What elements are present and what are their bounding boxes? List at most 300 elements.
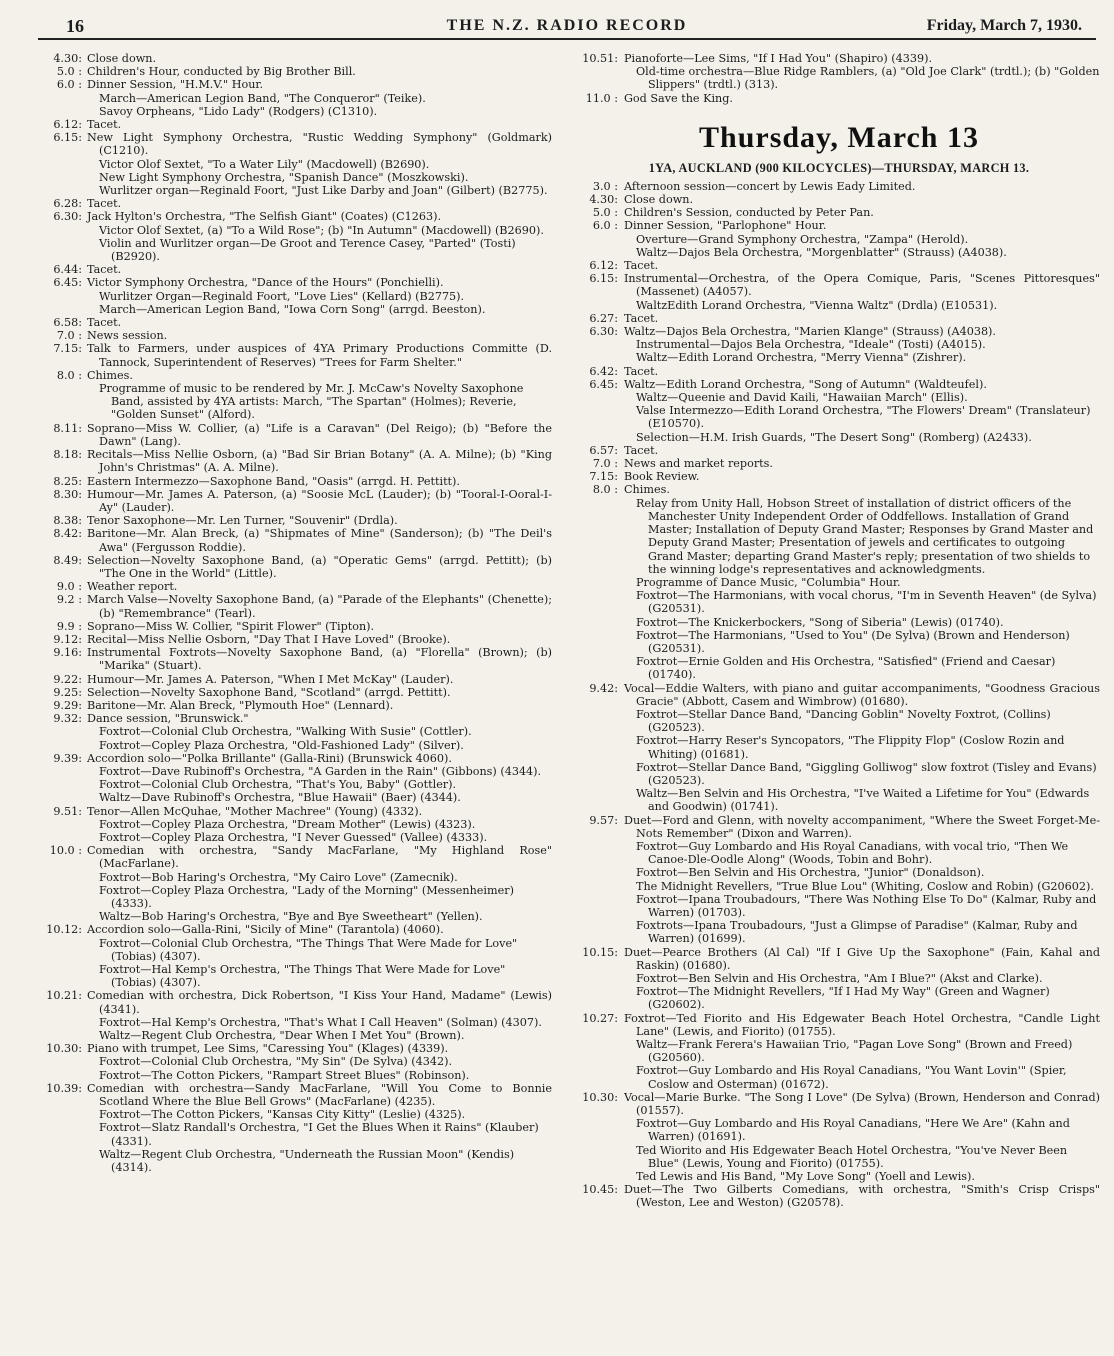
entry-item: Foxtrot—Guy Lombardo and His Royal Canadians, "You Want Lovin'" (Spier, Coslow and Osterman) (01672).: [636, 1064, 1067, 1091]
entry-item: Wurlitzer Organ—Reginald Foort, "Love Lies" (Kellard) (B2775).: [99, 289, 465, 303]
entry-main: [87, 422, 552, 448]
entry-item: Waltz—Regent Club Orchestra, "Dear When I Met You" (Brown).: [99, 1029, 465, 1043]
entry-time: 6.12:: [53, 118, 82, 132]
entry-main: [624, 483, 1100, 496]
entry-item: Foxtrots—Ipana Troubadours, "Just a Glimpse of Paradise" (Kalmar, Ruby and Warren) (01699).: [636, 919, 1078, 946]
entry-items: [624, 840, 1100, 946]
entry-line: Recitals—Miss Nellie Osborn, (a) "Bad Sir Brian Botany" (A. A. Milne); (b) "King John's Christmas" (A. A. Milne).: [87, 448, 552, 475]
entry-main: [624, 682, 1100, 708]
entry-item: Foxtrot—The Knickerbockers, "Song of Siberia" (Lewis) (01740).: [636, 615, 1004, 629]
entry-items: [624, 1117, 1100, 1183]
header-rule: [38, 38, 1096, 40]
entry-time: 6.42:: [589, 364, 618, 378]
entry-main: [87, 673, 552, 686]
entry-item: Waltz—Edith Lorand Orchestra, "Merry Vienna" (Zishrer).: [636, 351, 967, 365]
entry-item: Foxtrot—Ernie Golden and His Orchestra, "Satisfied" (Friend and Caesar) (01740).: [636, 655, 1056, 682]
entry-time: 6.57:: [589, 443, 618, 457]
entry-line: Victor Symphony Orchestra, "Dance of the Hours" (Ponchielli).: [87, 276, 444, 290]
programme-entry: [36, 752, 552, 805]
entry-time: 5.0 :: [592, 206, 618, 220]
left-column: [36, 52, 552, 1174]
entry-item: Waltz—Bob Haring's Orchestra, "Bye and Bye Sweetheart" (Yellen).: [99, 910, 483, 924]
entry-line: Weather report.: [87, 580, 178, 594]
programme-entry: [36, 78, 552, 118]
entry-items: [624, 972, 1100, 1012]
entry-line: News and market reports.: [624, 457, 773, 471]
entry-main: [87, 989, 552, 1015]
programme-entry: [36, 844, 552, 923]
page-number: 16: [66, 16, 84, 36]
entry-item: Programme of music to be rendered by Mr. J. McCaw's Novelty Saxophone Band, assisted by 4YA artists: March, "The Spartan" (Holmes); Reverie, "Golden Sunset" (Alford).: [99, 382, 524, 422]
programme-entry: [36, 805, 552, 845]
thursday-programme: [578, 180, 1100, 1210]
entry-time: 8.0 :: [56, 368, 82, 382]
entry-line: Afternoon session—concert by Lewis Eady Limited.: [624, 179, 916, 193]
entry-main: [87, 118, 552, 131]
entry-item: Foxtrot—Guy Lombardo and His Royal Canadians, "Here We Are" (Kahn and Warren) (01691).: [636, 1117, 1070, 1144]
entry-line: Comedian with orchestra—Sandy MacFarlane, "Will You Come to Bonnie Scotland Where the Blue Bell Grows" (MacFarlane) (4235).: [87, 1081, 552, 1109]
entry-main: [87, 1082, 552, 1108]
programme-entry: [578, 483, 1100, 681]
entry-item: Overture—Grand Symphony Orchestra, "Zampa" (Herold).: [636, 232, 969, 246]
entry-item: Foxtrot—Slatz Randall's Orchestra, "I Get the Blues When it Rains" (Klauber) (4331).: [99, 1121, 539, 1148]
entry-main: [624, 814, 1100, 840]
entry-main: [87, 197, 552, 210]
programme-entry: [36, 514, 552, 527]
entry-time: 6.30:: [589, 325, 618, 339]
entry-line: Comedian with orchestra, Dick Robertson, "I Kiss Your Hand, Madame" (Lewis) (4341).: [87, 989, 552, 1016]
entry-item: Waltz—Ben Selvin and His Orchestra, "I've Waited a Lifetime for You" (Edwards and Goodwin) (01741).: [636, 787, 1090, 814]
entry-item: Foxtrot—Copley Plaza Orchestra, "Dream Mother" (Lewis) (4323).: [99, 817, 476, 831]
entry-line: Vocal—Eddie Walters, with piano and guitar accompaniments, "Goodness Gracious Gracie" (Abbott, Casem and Wimbrow) (01680).: [624, 681, 1100, 708]
entry-line: Jack Hylton's Orchestra, "The Selfish Giant" (Coates) (C1263).: [87, 210, 442, 224]
entry-main: [624, 457, 1100, 470]
entry-items: [87, 224, 552, 264]
entry-time: 10.30:: [46, 1042, 82, 1056]
right-column: [578, 52, 1100, 1210]
programme-entry: [578, 193, 1100, 206]
entry-item: WaltzEdith Lorand Orchestra, "Vienna Waltz" (Drdla) (E10531).: [636, 298, 998, 312]
entry-main: [87, 844, 552, 870]
entry-line: Talk to Farmers, under auspices of 4YA Primary Productions Committe (D. Tannock, Superintendent of Reserves) "Trees for Farm Shelter.": [87, 342, 552, 369]
entry-time: 6.0 :: [592, 219, 618, 233]
entry-line: Chimes.: [624, 483, 670, 497]
entry-main: [87, 633, 552, 646]
programme-entry: [578, 1091, 1100, 1183]
entry-item: Foxtrot—Ipana Troubadours, "There Was Nothing Else To Do" (Kalmar, Ruby and Warren) (01703).: [636, 892, 1097, 919]
entry-time: 9.32:: [53, 712, 82, 726]
right-column-continuation: [578, 52, 1100, 105]
entry-line: Children's Session, conducted by Peter Pan.: [624, 206, 874, 220]
entry-time: 10.0 :: [49, 844, 82, 858]
entry-time: 10.12:: [46, 923, 82, 937]
entry-main: [87, 329, 552, 342]
entry-item: Victor Olof Sextet, "To a Water Lily" (Macdowell) (B2690).: [99, 157, 430, 171]
entry-item: Foxtrot—Hal Kemp's Orchestra, "The Things That Were Made for Love" (Tobias) (4307).: [99, 963, 506, 990]
entry-line: Children's Hour, conducted by Big Brother Bill.: [87, 65, 356, 79]
programme-entry: [578, 219, 1100, 259]
entry-items: [624, 65, 1100, 91]
programme-entry: [578, 444, 1100, 457]
programme-entry: [36, 633, 552, 646]
entry-main: [87, 52, 552, 65]
entry-line: Foxtrot—Ted Fiorito and His Edgewater Beach Hotel Orchestra, "Candle Light Lane" (Lewis, and Fiorito) (01755).: [624, 1011, 1100, 1038]
programme-entry: [578, 92, 1100, 105]
entry-item: Victor Olof Sextet, (a) "To a Wild Rose"; (b) "In Autumn" (Macdowell) (B2690).: [99, 223, 544, 237]
entry-items: [624, 299, 1100, 312]
entry-time: 9.2 :: [56, 593, 82, 607]
entry-main: [87, 448, 552, 474]
entry-main: [87, 554, 552, 580]
entry-time: 9.25:: [53, 685, 82, 699]
entry-line: News session.: [87, 329, 168, 343]
programme-entry: [578, 814, 1100, 946]
entry-line: Dinner Session, "Parlophone" Hour.: [624, 219, 827, 233]
entry-time: 6.15:: [589, 272, 618, 286]
programme-entry: [36, 197, 552, 210]
entry-line: Dance session, "Brunswick.": [87, 712, 249, 726]
entry-main: [87, 342, 552, 368]
entry-time: 9.0 :: [56, 580, 82, 594]
entry-item: Foxtrot—The Cotton Pickers, "Kansas City Kitty" (Leslie) (4325).: [99, 1108, 466, 1122]
entry-line: Tenor Saxophone—Mr. Len Turner, "Souvenir" (Drdla).: [87, 514, 398, 528]
entry-line: Waltz—Dajos Bela Orchestra, "Marien Klange" (Strauss) (A4038).: [624, 325, 996, 339]
station-heading: 1YA, AUCKLAND (900 KILOCYCLES)—THURSDAY, MARCH 13.: [648, 160, 1030, 175]
entry-main: [624, 206, 1100, 219]
programme-entry: [36, 369, 552, 422]
entry-line: Duet—The Two Gilberts Comedians, with orchestra, "Smith's Crisp Crisps" (Weston, Lee and Weston) (G20578).: [624, 1183, 1100, 1210]
entry-main: [624, 219, 1100, 232]
entry-line: Tacet.: [87, 316, 122, 330]
entry-time: 6.0 :: [56, 78, 82, 92]
entry-main: [87, 263, 552, 276]
entry-main: [624, 325, 1100, 338]
issue-date: Friday, March 7, 1930.: [926, 17, 1082, 34]
entry-time: 10.27:: [582, 1011, 618, 1025]
entry-main: [87, 488, 552, 514]
programme-entry: [36, 488, 552, 514]
entry-main: [87, 593, 552, 619]
entry-time: 6.58:: [53, 316, 82, 330]
entry-time: 9.39:: [53, 751, 82, 765]
programme-entry: [578, 206, 1100, 219]
entry-item: Foxtrot—Guy Lombardo and His Royal Canadians, with vocal trio, "Then We Canoe-Dle-Oodle Along" (Woods, Tobin and Bohr).: [636, 839, 1069, 867]
entry-item: March—American Legion Band, "Iowa Corn Song" (arrgd. Beeston).: [99, 302, 486, 316]
entry-item: Savoy Orpheans, "Lido Lady" (Rodgers) (C1310).: [99, 104, 378, 118]
entry-line: Waltz—Edith Lorand Orchestra, "Song of Autumn" (Waldteufel).: [624, 377, 987, 391]
entry-items: [87, 871, 552, 924]
entry-item: Foxtrot—Colonial Club Orchestra, "That's You, Baby" (Gottler).: [99, 778, 457, 792]
entry-main: [624, 470, 1100, 483]
entry-main: [87, 527, 552, 553]
entry-line: Piano with trumpet, Lee Sims, "Caressing You" (Klages) (4339).: [87, 1042, 449, 1056]
programme-entry: [36, 448, 552, 474]
entry-main: [87, 805, 552, 818]
entry-main: [87, 131, 552, 157]
entry-main: [87, 276, 552, 289]
entry-item: The Midnight Revellers, "True Blue Lou" (Whiting, Coslow and Robin) (G20602).: [636, 879, 1094, 893]
entry-item: Instrumental—Dajos Bela Orchestra, "Ideale" (Tosti) (A4015).: [636, 338, 986, 352]
entry-item: Ted Lewis and His Band, "My Love Song" (Yoell and Lewis).: [636, 1170, 975, 1184]
entry-time: 10.21:: [46, 989, 82, 1003]
entry-time: 10.51:: [582, 52, 618, 65]
entry-time: 6.12:: [589, 259, 618, 273]
entry-line: Selection—Novelty Saxophone Band, "Scotland" (arrgd. Pettitt).: [87, 685, 451, 699]
entry-main: [624, 259, 1100, 272]
entry-main: [87, 514, 552, 527]
entry-time: 5.0 :: [56, 65, 82, 79]
page-header: [38, 14, 1096, 36]
entry-items: [87, 1055, 552, 1081]
entry-item: Foxtrot—Colonial Club Orchestra, "Walking With Susie" (Cottler).: [99, 725, 472, 739]
entry-main: [87, 699, 552, 712]
entry-item: New Light Symphony Orchestra, "Spanish Dance" (Moszkowski).: [99, 170, 469, 184]
entry-item: Valse Intermezzo—Edith Lorand Orchestra, "The Flowers' Dream" (Translateur) (E10570).: [636, 404, 1091, 431]
entry-main: [624, 1012, 1100, 1038]
entry-time: 6.28:: [53, 197, 82, 211]
entry-line: Soprano—Miss W. Collier, "Spirit Flower" (Tipton).: [87, 619, 375, 633]
entry-main: [87, 369, 552, 382]
entry-main: [624, 312, 1100, 325]
entry-main: [624, 180, 1100, 193]
entry-time: 8.49:: [53, 553, 82, 567]
entry-item: Foxtrot—Colonial Club Orchestra, "The Things That Were Made for Love" (Tobias) (4307).: [99, 936, 518, 963]
entry-items: [87, 818, 552, 844]
entry-main: [87, 752, 552, 765]
entry-items: [87, 1016, 552, 1042]
programme-entry: [36, 712, 552, 752]
entry-item: Foxtrot—Bob Haring's Orchestra, "My Cairo Love" (Zamecnik).: [99, 870, 458, 884]
entry-item: Wurlitzer organ—Reginald Foort, "Just Like Darby and Joan" (Gilbert) (B2775).: [99, 184, 548, 198]
entry-item: Waltz—Dajos Bela Orchestra, "Morgenblatter" (Strauss) (A4038).: [636, 245, 1007, 259]
entry-time: 4.30:: [589, 193, 618, 207]
entry-time: 9.22:: [53, 672, 82, 686]
entry-main: [87, 923, 552, 936]
entry-main: [624, 272, 1100, 298]
entry-items: [87, 725, 552, 751]
programme-entry: [36, 316, 552, 329]
entry-item: Foxtrot—The Harmonians, "Used to You" (De Sylva) (Brown and Henderson) (G20531).: [636, 628, 1070, 655]
programme-entry: [578, 259, 1100, 272]
entry-line: Comedian with orchestra, "Sandy MacFarlane, "My Highland Rose" (MacFarlane).: [87, 844, 552, 871]
entry-items: [87, 1108, 552, 1174]
entry-line: Tacet.: [624, 364, 659, 378]
programme-entry: [578, 272, 1100, 312]
entry-time: 9.9 :: [56, 619, 82, 633]
entry-item: Foxtrot—Stellar Dance Band, "Giggling Golliwog" slow foxtrot (Tisley and Evans) (G20523).: [636, 760, 1097, 787]
programme-entry: [36, 673, 552, 686]
programme-entry: [36, 593, 552, 619]
entry-time: 9.51:: [53, 804, 82, 818]
entry-time: 8.0 :: [592, 483, 618, 497]
entry-item: Foxtrot—Copley Plaza Orchestra, "Old-Fashioned Lady" (Silver).: [99, 738, 464, 752]
entry-line: Close down.: [87, 52, 157, 65]
programme-entry: [578, 52, 1100, 92]
entry-time: 6.15:: [53, 131, 82, 145]
entry-items: [624, 338, 1100, 364]
entry-line: Duet—Pearce Brothers (Al Cal) "If I Give Up the Saxophone" (Fain, Kahal and Raskin) (01680).: [624, 945, 1100, 972]
entry-items: [624, 708, 1100, 814]
entry-items: [87, 765, 552, 805]
entry-main: [87, 712, 552, 725]
programme-entry: [578, 365, 1100, 378]
entry-item: Waltz—Dave Rubinoff's Orchestra, "Blue Hawaii" (Baer) (4344).: [99, 791, 461, 805]
entry-items: [87, 92, 552, 118]
entry-time: 7.0 :: [592, 457, 618, 471]
programme-entry: [36, 131, 552, 197]
entry-main: [87, 316, 552, 329]
entry-line: Tacet.: [87, 197, 122, 211]
entry-item: Foxtrot—Colonial Club Orchestra, "My Sin" (De Sylva) (4342).: [99, 1055, 453, 1069]
entry-time: 10.39:: [46, 1081, 82, 1095]
entry-time: 9.12:: [53, 632, 82, 646]
entry-line: Tacet.: [624, 443, 659, 457]
programme-entry: [36, 1082, 552, 1174]
entry-item: Old-time orchestra—Blue Ridge Ramblers, (a) "Old Joe Clark" (trdtl.); (b) "Golden Slippers" (trdtl.) (313).: [636, 65, 1100, 92]
programme-entry: [36, 580, 552, 593]
programme-entry: [578, 1183, 1100, 1209]
programme-entry: [578, 457, 1100, 470]
entry-item: Foxtrot—Ben Selvin and His Orchestra, "Am I Blue?" (Akst and Clarke).: [636, 972, 1043, 985]
entry-line: Baritone—Mr. Alan Breck, (a) "Shipmates of Mine" (Sanderson); (b) "The Deil's Awa" (Fergusson Roddie).: [87, 527, 552, 554]
entry-item: Selection—H.M. Irish Guards, "The Desert Song" (Romberg) (A2433).: [636, 430, 1032, 444]
entry-time: 7.15:: [53, 342, 82, 356]
entry-time: 7.15:: [589, 470, 618, 484]
entry-line: Book Review.: [624, 470, 700, 484]
entry-main: [624, 1183, 1100, 1209]
entry-items: [87, 290, 552, 316]
entry-time: 6.45:: [589, 377, 618, 391]
entry-line: Chimes.: [87, 368, 133, 382]
entry-line: Eastern Intermezzo—Saxophone Band, "Oasis" (arrgd. H. Pettitt).: [87, 474, 460, 488]
programme-entry: [36, 276, 552, 316]
programme-entry: [36, 329, 552, 342]
programme-entry: [36, 554, 552, 580]
entry-main: [87, 1042, 552, 1055]
programme-entry: [36, 620, 552, 633]
entry-time: 10.45:: [582, 1183, 618, 1197]
programme-entry: [36, 699, 552, 712]
entry-main: [624, 378, 1100, 391]
entry-time: 9.57:: [589, 813, 618, 827]
entry-time: 8.25:: [53, 474, 82, 488]
entry-items: [87, 937, 552, 990]
entry-time: 9.16:: [53, 646, 82, 660]
entry-main: [87, 580, 552, 593]
programme-entry: [36, 527, 552, 553]
programme-entry: [36, 65, 552, 78]
entry-main: [624, 365, 1100, 378]
entry-item: Relay from Unity Hall, Hobson Street of installation of district officers of the Manchester Unity Independent Order of Oddfellows. Installation of Grand Master; Installation of Deputy Grand Master; Responses by Grand Master and Deputy Grand Master; Presentation of jewels and certificates to outgoing Grand Master; departing Grand Master's reply; presentation of two shields to the winning lodge's representatives and acknowledgments.: [636, 496, 1094, 576]
entry-line: Tacet.: [624, 259, 659, 273]
entry-line: Pianoforte—Lee Sims, "If I Had You" (Shapiro) (4339).: [624, 52, 933, 65]
entry-line: Humour—Mr. James A. Paterson, (a) "Soosie McL (Lauder); (b) "Tooral-I-Ooral-I-Ay" (Lauder).: [87, 487, 552, 514]
entry-item: Foxtrot—The Harmonians, with vocal chorus, "I'm in Seventh Heaven" (de Sylva) (G20531).: [636, 589, 1097, 616]
entry-item: Foxtrot—Ben Selvin and His Orchestra, "Junior" (Donaldson).: [636, 866, 985, 880]
entry-line: Duet—Ford and Glenn, with novelty accompaniment, "Where the Sweet Forget-Me-Nots Remember" (Dixon and Warren).: [624, 813, 1100, 840]
entry-line: Tacet.: [87, 118, 122, 132]
entry-line: New Light Symphony Orchestra, "Rustic Wedding Symphony" (Goldmark) (C1210).: [87, 131, 552, 158]
entry-main: [87, 620, 552, 633]
entry-main: [624, 444, 1100, 457]
entry-item: Violin and Wurlitzer organ—De Groot and Terence Casey, "Parted" (Tosti) (B2920).: [99, 236, 516, 264]
entry-time: 9.42:: [589, 681, 618, 695]
entry-line: Selection—Novelty Saxophone Band, (a) "Operatic Gems" (arrgd. Pettitt); (b) "The One in the World" (Little).: [87, 553, 552, 580]
entry-item: Waltz—Queenie and David Kaili, "Hawaiian March" (Ellis).: [636, 391, 968, 405]
entry-main: [624, 92, 1100, 105]
programme-entry: [578, 470, 1100, 483]
entry-time: 10.30:: [582, 1090, 618, 1104]
entry-line: Humour—Mr. James A. Paterson, "When I Met McKay" (Lauder).: [87, 672, 454, 686]
programme-entry: [578, 378, 1100, 444]
entry-item: Foxtrot—Dave Rubinoff's Orchestra, "A Garden in the Rain" (Gibbons) (4344).: [99, 764, 542, 778]
entry-main: [624, 52, 1100, 65]
programme-entry: [578, 946, 1100, 1012]
entry-line: Dinner Session, "H.M.V." Hour.: [87, 78, 264, 92]
entry-item: Programme of Dance Music, "Columbia" Hour.: [636, 575, 901, 589]
entry-time: 6.30:: [53, 210, 82, 224]
entry-time: 8.18:: [53, 448, 82, 462]
programme-entry: [36, 923, 552, 989]
entry-time: 8.30:: [53, 487, 82, 501]
entry-line: Instrumental Foxtrots—Novelty Saxophone Band, (a) "Florella" (Brown); (b) "Marika" (Stuart).: [87, 646, 552, 673]
entry-time: 3.0 :: [592, 179, 618, 193]
entry-time: 10.15:: [582, 945, 618, 959]
programme-entry: [36, 52, 552, 65]
entry-main: [87, 210, 552, 223]
programme-entry: [36, 118, 552, 131]
entry-items: [624, 497, 1100, 682]
entry-line: March Valse—Novelty Saxophone Band, (a) "Parade of the Elephants" (Chenette); (b) "Remembrance" (Tearl).: [87, 593, 552, 620]
programme-entry: [578, 312, 1100, 325]
programme-entry: [36, 210, 552, 263]
entry-time: 4.30:: [53, 52, 82, 65]
programme-entry: [36, 646, 552, 672]
entry-line: Close down.: [624, 193, 694, 207]
entry-items: [87, 158, 552, 198]
entry-item: Waltz—Regent Club Orchestra, "Underneath the Russian Moon" (Kendis) (4314).: [99, 1147, 515, 1175]
entry-line: Accordion solo—"Polka Brillante" (Galla-Rini) (Brunswick 4060).: [87, 751, 452, 765]
entry-item: Foxtrot—Hal Kemp's Orchestra, "That's What I Call Heaven" (Solman) (4307).: [99, 1015, 542, 1029]
entry-time: 8.11:: [53, 421, 82, 435]
programme-entry: [36, 263, 552, 276]
entry-item: Foxtrot—The Midnight Revellers, "If I Had My Way" (Green and Wagner) (G20602).: [636, 985, 1050, 1012]
entry-time: 8.42:: [53, 527, 82, 541]
entry-main: [87, 65, 552, 78]
entry-time: 6.44:: [53, 263, 82, 277]
entry-line: Soprano—Miss W. Collier, (a) "Life is a Caravan" (Del Reigo); (b) "Before the Dawn" (Lang).: [87, 421, 552, 448]
entry-item: Foxtrot—Copley Plaza Orchestra, "I Never Guessed" (Vallee) (4333).: [99, 830, 488, 844]
entry-main: [624, 946, 1100, 972]
entry-item: March—American Legion Band, "The Conqueror" (Teike).: [99, 91, 426, 105]
entry-time: 6.27:: [589, 311, 618, 325]
entry-items: [624, 233, 1100, 259]
entry-item: Ted Wiorito and His Edgewater Beach Hotel Orchestra, "You've Never Been Blue" (Lewis, Young and Fiorito) (01755).: [636, 1143, 1068, 1170]
programme-entry: [578, 1012, 1100, 1091]
entry-item: Foxtrot—Harry Reser's Syncopators, "The Flippity Flop" (Coslow Rozin and Whiting) (01681).: [636, 734, 1065, 761]
entry-time: 6.45:: [53, 276, 82, 290]
programme-entry: [36, 1042, 552, 1082]
programme-entry: [36, 989, 552, 1042]
entry-main: [87, 646, 552, 672]
entry-main: [624, 1091, 1100, 1117]
entry-line: Instrumental—Orchestra, of the Opera Comique, Paris, "Scenes Pittoresques" (Massenet) (A4057).: [624, 272, 1100, 299]
entry-line: Accordion solo—Galla-Rini, "Sicily of Mine" (Tarantola) (4060).: [87, 923, 444, 937]
entry-main: [87, 475, 552, 488]
entry-item: Foxtrot—Copley Plaza Orchestra, "Lady of the Morning" (Messenheimer) (4333).: [99, 883, 514, 910]
entry-line: Vocal—Marie Burke. "The Song I Love" (De Sylva) (Brown, Henderson and Conrad) (01557).: [624, 1090, 1100, 1118]
entry-time: 11.0 :: [585, 91, 618, 105]
